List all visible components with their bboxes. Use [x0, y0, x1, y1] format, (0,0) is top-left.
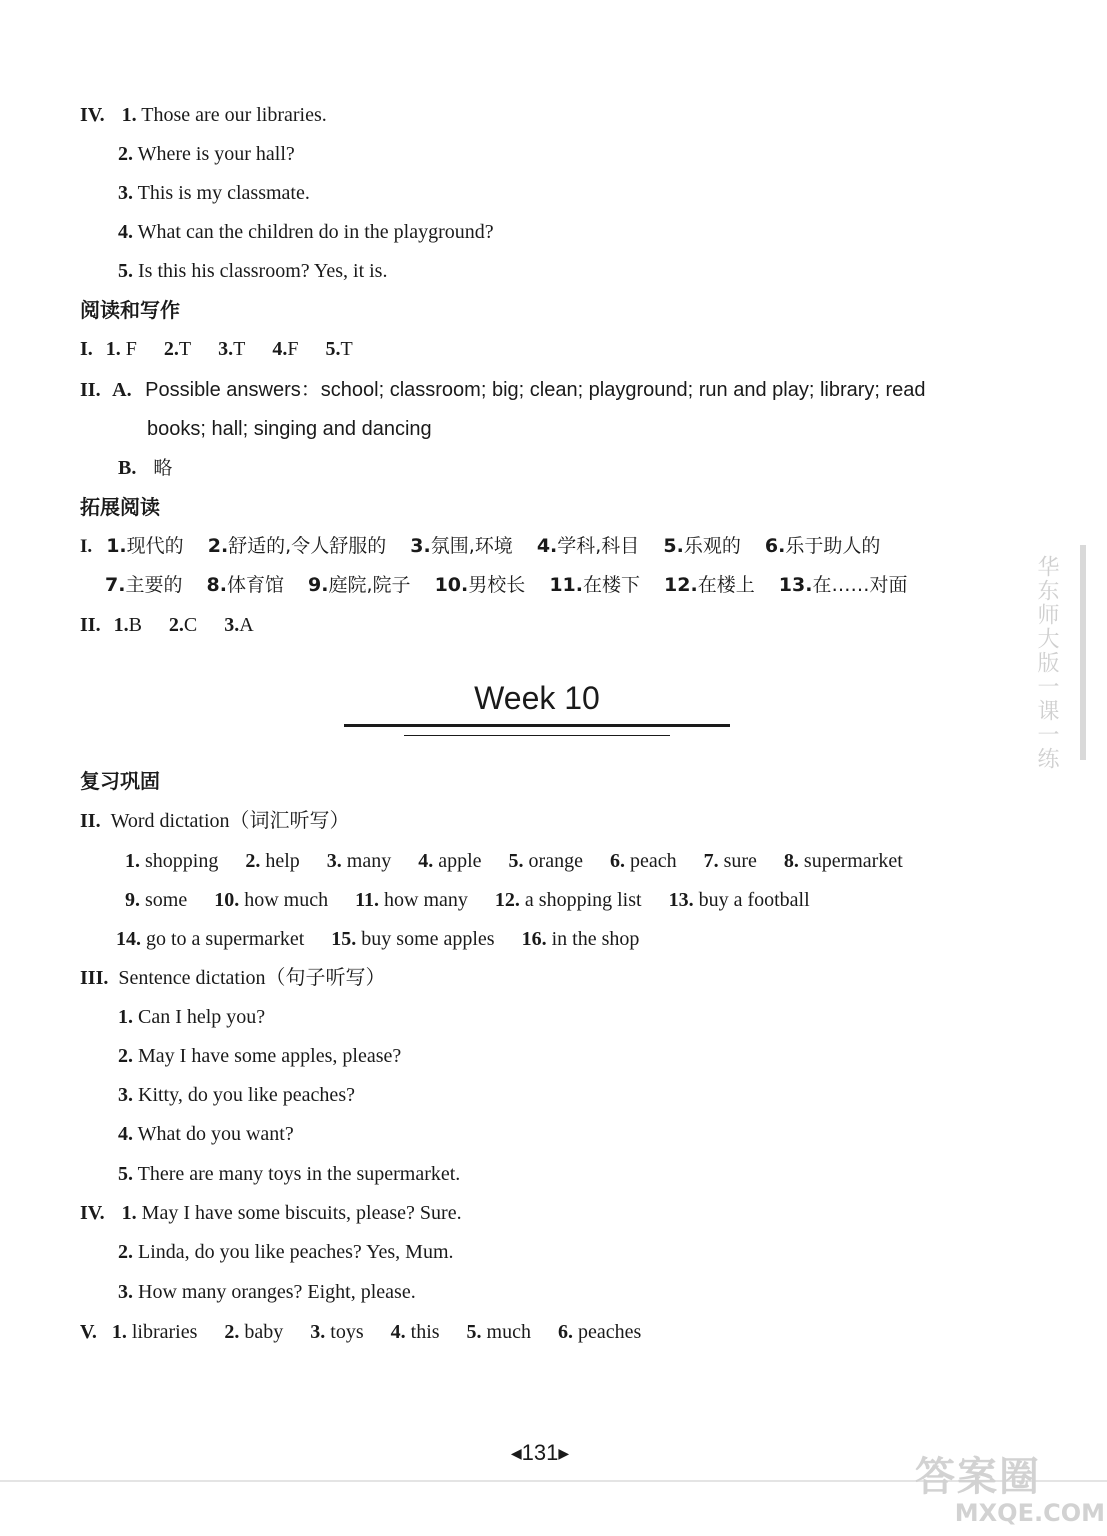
- review-q2-row1: 1. shopping 2. help 3. many 4. apple 5. orange 6. peach 7. sure 8. supermarket: [125, 850, 903, 872]
- left-triangle-icon: ◀: [510, 1445, 522, 1461]
- s1-item-3: 3. This is my classmate.: [118, 182, 310, 204]
- s1-item-4: 4. What can the children do in the playground?: [118, 221, 494, 243]
- s1-label: IV.: [80, 104, 105, 126]
- page-number: ◀131▶: [510, 1440, 570, 1465]
- read-write-q2-a-cont: books; hall; singing and dancing: [147, 418, 432, 440]
- watermark: [915, 1455, 1105, 1533]
- review-q3-item-3: 3. Kitty, do you like peaches?: [118, 1084, 355, 1106]
- read-write-heading: 阅读和写作: [80, 298, 180, 322]
- read-write-q2-b: B. 略: [118, 457, 173, 479]
- week-title: Week 10: [474, 680, 600, 716]
- ext-q1-row2: 7.主要的 8.体育馆 9.庭院,院子 10.男校长 11.在楼下 12.在楼上 13.在……对面: [105, 574, 908, 596]
- review-q2-title: II. Word dictation（词汇听写）: [80, 810, 350, 832]
- title-rule-thick: [344, 724, 730, 727]
- review-q4-item-3: 3. How many oranges? Eight, please.: [118, 1281, 416, 1303]
- read-write-q2-a: II. A. Possible answers：school; classroom; big; clean; playground; run and play; library; read: [80, 379, 926, 401]
- read-write-q1: I. 1. F 2.T 3.T 4.F 5.T: [80, 338, 353, 360]
- title-rule-thin: [404, 735, 670, 736]
- side-tab-bar: [1080, 545, 1086, 760]
- s1-item-5: 5. Is this his classroom? Yes, it is.: [118, 260, 388, 282]
- s1-item-2: 2. Where is your hall?: [118, 143, 295, 165]
- ext-heading: 拓展阅读: [80, 495, 160, 519]
- watermark-url: MXQE.COM: [954, 1499, 1105, 1527]
- review-q2-row3: 14. go to a supermarket 15. buy some apples 16. in the shop: [116, 928, 640, 950]
- review-q3-title: III. Sentence dictation（句子听写）: [80, 967, 386, 989]
- watermark-main: 答案圈: [915, 1454, 1041, 1500]
- review-q3-item-5: 5. There are many toys in the supermarket.: [118, 1163, 461, 1185]
- right-triangle-icon: ▶: [558, 1445, 570, 1461]
- ext-q2: II. 1.B 2.C 3.A: [80, 614, 254, 636]
- ext-q1-row1: I. 1.现代的 2.舒适的,令人舒服的 3.氛围,环境 4.学科,科目 5.乐观的 6.乐于助人的: [80, 535, 881, 557]
- review-q3-item-4: 4. What do you want?: [118, 1123, 294, 1145]
- review-q5: V. 1. libraries 2. baby 3. toys 4. this 5. much 6. peaches: [80, 1321, 642, 1343]
- review-q3-item-2: 2. May I have some apples, please?: [118, 1045, 402, 1067]
- side-tab-text: 华东师大版一课一练: [1034, 555, 1059, 771]
- review-q4-item-2: 2. Linda, do you like peaches? Yes, Mum.: [118, 1241, 454, 1263]
- review-q3-item-1: 1. Can I help you?: [118, 1006, 266, 1028]
- review-q2-row2: 9. some 10. how much 11. how many 12. a shopping list 13. buy a football: [125, 889, 810, 911]
- review-q4-item-1: IV. 1. May I have some biscuits, please? Sure.: [80, 1202, 462, 1224]
- review-heading: 复习巩固: [80, 769, 160, 793]
- s1-item-1: IV. 1. Those are our libraries.: [80, 104, 327, 126]
